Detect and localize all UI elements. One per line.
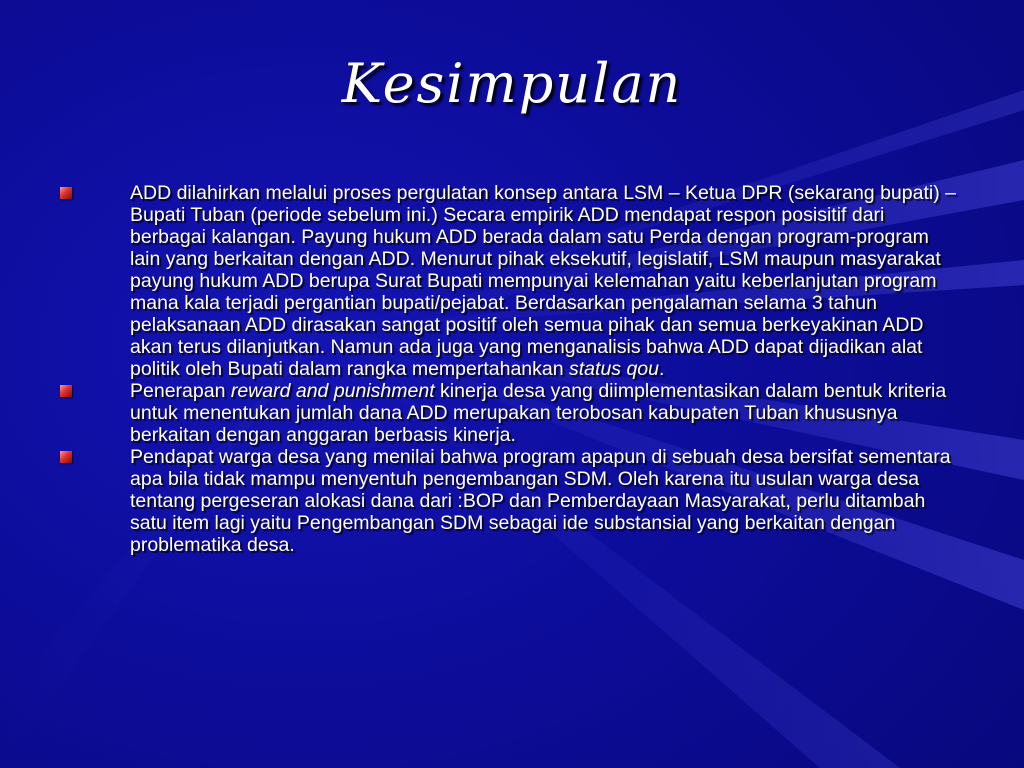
bullet-text: Pendapat warga desa yang menilai bahwa program apapun di sebuah desa bersifat sementara apa bila tidak mampu menyentuh pengembangan SDM. Oleh karena itu usulan warga desa tentang pergeseran alokasi dana dari :BOP dan Pemberdayaan Masyarakat, perlu ditambah satu item lagi yaitu Pengembangan SDM sebagai ide substansial yang berkaitan dengan problematika desa.	[130, 446, 951, 556]
bullet-text: ADD dilahirkan melalui proses pergulatan konsep antara LSM – Ketua DPR (sekarang bupati) – Bupati Tuban (periode sebelum ini.) Secara empirik ADD mendapat respon posisitif dari berbagai kalangan. Payung hukum ADD berada dalam satu Perda dengan program-program lain yang berkaitan dengan ADD. Menurut pihak eksekutif, legislatif, LSM maupun masyarakat payung hukum ADD berupa Surat Bupati mempunyai kelemahan yaitu keberlanjutan program mana kala terjadi pergantian bupati/pejabat. Berdasarkan pengalaman selama 3 tahun pelaksanaan ADD dirasakan sangat positif oleh semua pihak dan semua berkeyakinan ADD akan terus dilanjutkan. Namun ada juga yang menganalisis bahwa ADD dapat dijadikan alat politik oleh Bupati dalam rangka mempertahankan status qou.	[130, 182, 956, 380]
bullet-item	[60, 182, 960, 380]
bullet-text: Penerapan reward and punishment kinerja desa yang diimplementasikan dalam bentuk kriteria untuk menentukan jumlah dana ADD merupakan terobosan kabupaten Tuban khususnya berkaitan dengan anggaran berbasis kinerja.	[130, 380, 947, 446]
square-bullet-icon	[60, 187, 72, 199]
bullet-list	[60, 182, 960, 556]
slide-title: Kesimpulan	[341, 52, 683, 115]
bullet-item	[60, 380, 960, 446]
square-bullet-icon	[60, 385, 72, 397]
bullet-item	[60, 446, 960, 556]
square-bullet-icon	[60, 451, 72, 463]
